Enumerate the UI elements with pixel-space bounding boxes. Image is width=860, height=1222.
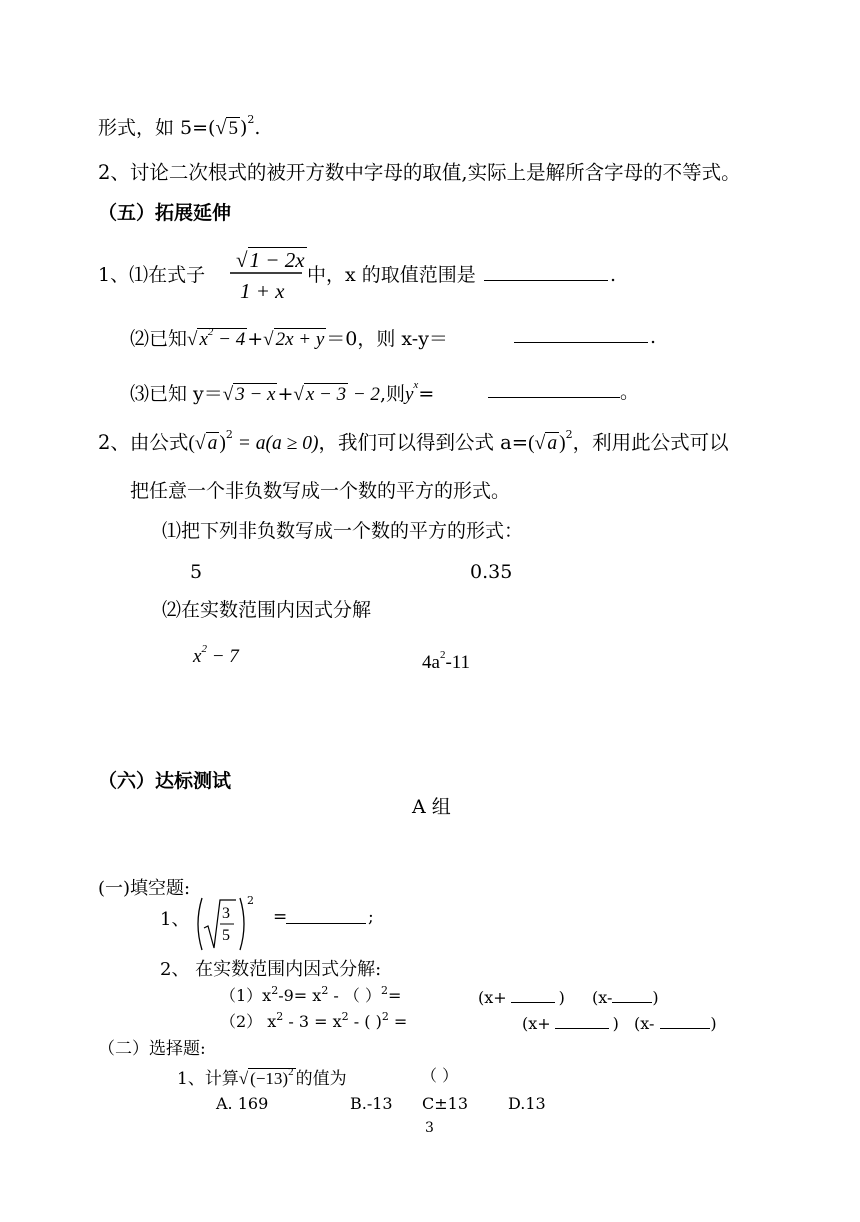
q3-end: 。: [620, 381, 640, 403]
group-a-heading: A 组: [412, 796, 451, 818]
fill-q2-part-1: $(1)x^2-9= x^2$ - （ ）$^2$=: [220, 984, 402, 1005]
fill-q2-part-1-blank-2[interactable]: [612, 988, 652, 1003]
q1-fraction-numerator: √1 − 2x: [236, 248, 305, 272]
fill-q2-part-2-blank-2[interactable]: [660, 1014, 710, 1029]
fill-q1-end: ;: [368, 907, 374, 927]
q4-value-5: 5: [190, 561, 203, 583]
intro-line-1: 形式，如 5=(√ 5 )$^2$.: [98, 113, 261, 139]
fill-q2-part-1-factor-1: (x+ ): [478, 988, 565, 1007]
fill-q1-number: 1、: [160, 909, 190, 930]
q2-answer-blank[interactable]: [514, 328, 648, 347]
fill-q2-part-2-blank-1[interactable]: [555, 1014, 609, 1029]
q3-line: ⑶已知 y＝√ 3 − x +√ x − 3 − 2,则$y^x=$: [130, 379, 435, 405]
q4-line-2: 把任意一个非负数写成一个数的平方的形式。: [130, 480, 511, 502]
q4-value-035: 0.35: [470, 561, 513, 583]
q1-answer-blank[interactable]: [484, 266, 608, 285]
radical-5: 5: [228, 118, 238, 139]
fill-q2-part-2: （2） $x^2 - 3 = x^2$ - ( )$^2$ =: [220, 1010, 408, 1031]
section-5-title: （五）拓展延伸: [98, 202, 232, 224]
fill-q2-part-1-factor-2: (x- ): [592, 988, 659, 1007]
choice-option-c[interactable]: C±13: [422, 1094, 469, 1113]
choice-q1-answer-paren[interactable]: （ ）: [421, 1066, 459, 1085]
q4-expr-2: $4a^2-11$: [422, 649, 471, 673]
intro-line-2: 2、讨论二次根式的被开方数中字母的取值,实际上是解所含字母的不等式。: [98, 161, 741, 184]
fill-q1-answer-blank[interactable]: [286, 909, 366, 928]
q1-suffix: 中，x 的取值范围是: [307, 264, 476, 286]
choice-option-a[interactable]: A. 169: [216, 1094, 269, 1113]
section-6-title: （六）达标测试: [98, 770, 232, 792]
q1-prefix: 1、⑴在式子: [98, 264, 206, 286]
q4-sub-1: ⑴把下列非负数写成一个数的平方的形式：: [162, 520, 524, 542]
q4-line-1: 2、由公式(√ a )$^2$ = a(a ≥ 0)，我们可以得到公式 a=(√ a )$^2$，利用此公式可以: [98, 428, 729, 454]
q1-end: .: [610, 264, 617, 286]
q2-end: .: [650, 326, 657, 348]
fill-in-title: (一)填空题:: [98, 878, 191, 899]
q4-sub-2: ⑵在实数范围内因式分解: [162, 599, 372, 621]
fill-q2-part-1-blank-1[interactable]: [511, 988, 555, 1003]
choice-option-d[interactable]: D.13: [508, 1094, 546, 1113]
q2-line: ⑵已知√ $x^2 - 4$ +√ 2x + y ＝0，则 x-y＝: [130, 326, 448, 350]
q1-fraction-denominator: 1 + x: [240, 279, 285, 303]
fill-q2: 2、 在实数范围内因式分解:: [160, 959, 382, 980]
choice-title: （二）选择题:: [98, 1039, 206, 1059]
fill-q1-exponent: 2: [247, 894, 254, 907]
page-number: 3: [425, 1120, 434, 1136]
choice-option-b[interactable]: B.-13: [350, 1094, 393, 1113]
q3-answer-blank[interactable]: [488, 383, 620, 402]
q4-expr-1: $x^2 - 7$: [193, 643, 239, 667]
fill-q1-frac-den: 5: [222, 927, 230, 944]
choice-q1: 1、计算√ $(-13)^2$ 的值为: [177, 1066, 347, 1089]
fill-q1-frac-num: 3: [222, 905, 230, 922]
fill-q2-part-2-factor-1: (x+ ): [522, 1014, 619, 1033]
q1-fraction-bar: [230, 272, 306, 274]
fill-q1-equals: =: [273, 907, 288, 927]
fill-q2-part-2-factor-2: (x- ): [634, 1014, 717, 1033]
